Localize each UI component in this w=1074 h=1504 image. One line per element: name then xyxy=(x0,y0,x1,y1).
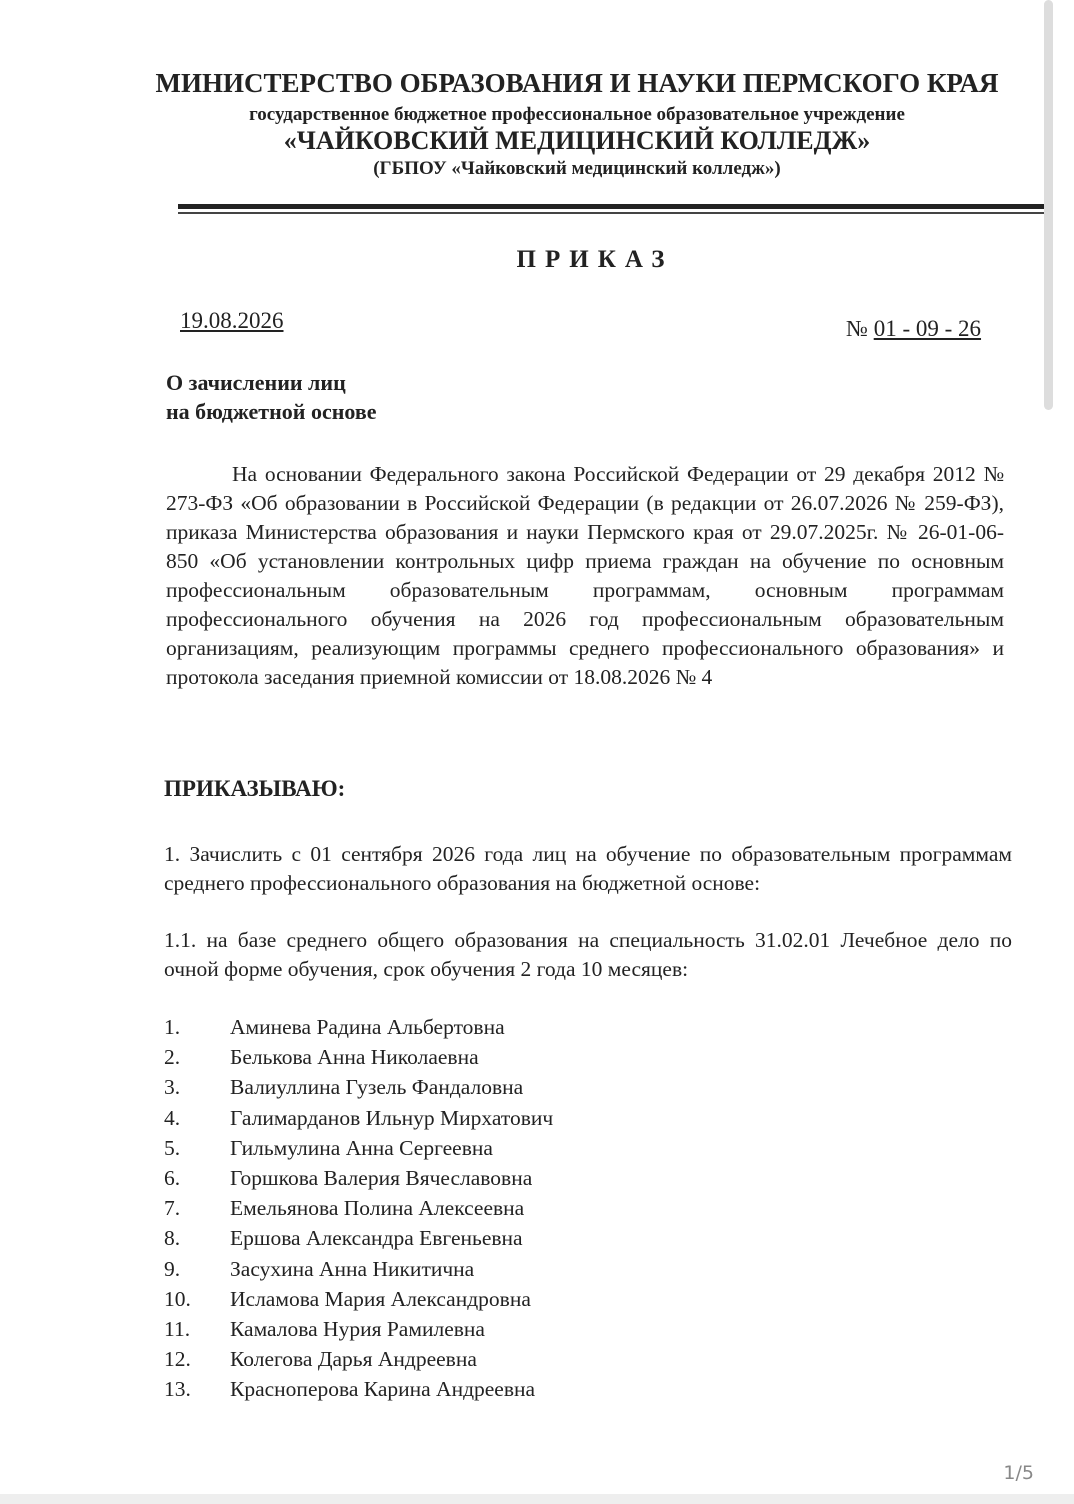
list-item-number: 6. xyxy=(164,1165,181,1190)
list-item xyxy=(164,1223,553,1253)
student-name: Аминева Радина Альбертовна xyxy=(230,1015,505,1039)
scrollbar[interactable] xyxy=(1044,0,1053,410)
subject-line-2: на бюджетной основе xyxy=(166,399,377,424)
student-name: Красноперова Карина Андреевна xyxy=(230,1377,536,1402)
student-name: Камалова Нурия Рамилевна xyxy=(230,1316,485,1341)
page-indicator: 1/5 xyxy=(1003,1462,1034,1484)
student-name: Засухина Анна Никитична xyxy=(230,1256,475,1281)
list-item-number: 8. xyxy=(164,1226,181,1251)
list-item-number: 4. xyxy=(164,1105,181,1130)
student-name: Исламова Мария Александровна xyxy=(230,1286,531,1311)
list-item xyxy=(164,1344,553,1374)
bottom-bar xyxy=(0,1494,1074,1504)
list-item xyxy=(164,1314,553,1344)
header-rule-thick xyxy=(178,204,1046,209)
clause-1-1: 1.1. на базе среднего общего образования на специальность 31.02.01 Лечебное дело по очной форме обучения, срок обучения 2 года 10 месяцев: xyxy=(164,928,1012,981)
list-item xyxy=(164,1374,553,1404)
order-number xyxy=(846,316,981,342)
list-item xyxy=(164,1254,553,1284)
subject-line-1: О зачислении лиц xyxy=(166,370,346,395)
student-name: Валиуллина Гузель Фандаловна xyxy=(230,1075,524,1100)
list-item xyxy=(164,1133,553,1163)
list-item xyxy=(164,1012,553,1042)
student-name: Гильмулина Анна Сергеевна xyxy=(230,1135,493,1160)
student-name: Ершова Александра Евгеньевна xyxy=(230,1226,523,1251)
list-item-number: 12. xyxy=(164,1347,191,1372)
clause-1: 1. Зачислить с 01 сентября 2026 года лиц на обучение по образовательным программам среднего профессионального образования на бюджетной основе: xyxy=(164,842,1012,895)
header-rule-thin xyxy=(178,212,1046,214)
preamble xyxy=(166,460,1004,692)
list-item-number: 2. xyxy=(164,1045,181,1070)
student-name: Колегова Дарья Андреевна xyxy=(230,1347,477,1372)
list-item xyxy=(164,1103,553,1133)
student-name: Галимарданов Ильнур Мирхатович xyxy=(230,1105,554,1130)
list-item-number: 11. xyxy=(164,1316,191,1341)
list-item-number: 1. xyxy=(164,1015,181,1039)
number-sign: № xyxy=(846,316,868,341)
order-word: ПРИКАЗЫВАЮ: xyxy=(164,776,346,801)
document-title: ПРИКАЗ xyxy=(516,246,674,273)
list-item xyxy=(164,1042,553,1072)
list-item-number: 5. xyxy=(164,1135,181,1160)
list-item-number: 10. xyxy=(164,1286,191,1311)
student-name: Белькова Анна Николаевна xyxy=(230,1045,479,1070)
student-name: Горшкова Валерия Вячеславовна xyxy=(230,1165,533,1190)
list-item xyxy=(164,1284,553,1314)
list-item-number: 13. xyxy=(164,1377,191,1402)
list-item-number: 7. xyxy=(164,1196,181,1221)
ministry-heading: МИНИСТЕРСТВО ОБРАЗОВАНИЯ И НАУКИ ПЕРМСКОГО КРАЯ xyxy=(155,68,999,98)
list-item xyxy=(164,1193,553,1223)
order-subject xyxy=(166,368,376,426)
student-name: Емельянова Полина Алексеевна xyxy=(230,1196,525,1221)
list-item-number: 3. xyxy=(164,1075,181,1100)
list-item xyxy=(164,1163,553,1193)
list-item xyxy=(164,1072,553,1102)
college-short-name: (ГБПОУ «Чайковский медицинский колледж») xyxy=(373,158,781,179)
institution-type: государственное бюджетное профессиональное образовательное учреждение xyxy=(249,104,905,125)
list-item-number: 9. xyxy=(164,1256,181,1281)
student-list xyxy=(164,1012,553,1404)
order-date: 19.08.2026 xyxy=(180,308,284,333)
college-name: «ЧАЙКОВСКИЙ МЕДИЦИНСКИЙ КОЛЛЕДЖ» xyxy=(283,126,871,155)
preamble-text: На основании Федерального закона Российской Федерации от 29 декабря 2012 № 273-ФЗ «Об образовании в Российской Федерации (в редакции от 26.07.2026 № 259-ФЗ), приказа Министерства образования и науки Пермского края от 29.07.2025г. № 26-01-06-850 «Об установлении контрольных цифр приема граждан на обучение по основным профессиональным образовательным программам, основным программам профессионального обучения на 2026 год профессиональным образовательным организациям, реализующим программы среднего профессионального образования» и протокола заседания приемной комиссии от 18.08.2026 № 4 xyxy=(166,462,1004,689)
number-value: 01 - 09 - 26 xyxy=(873,316,982,341)
